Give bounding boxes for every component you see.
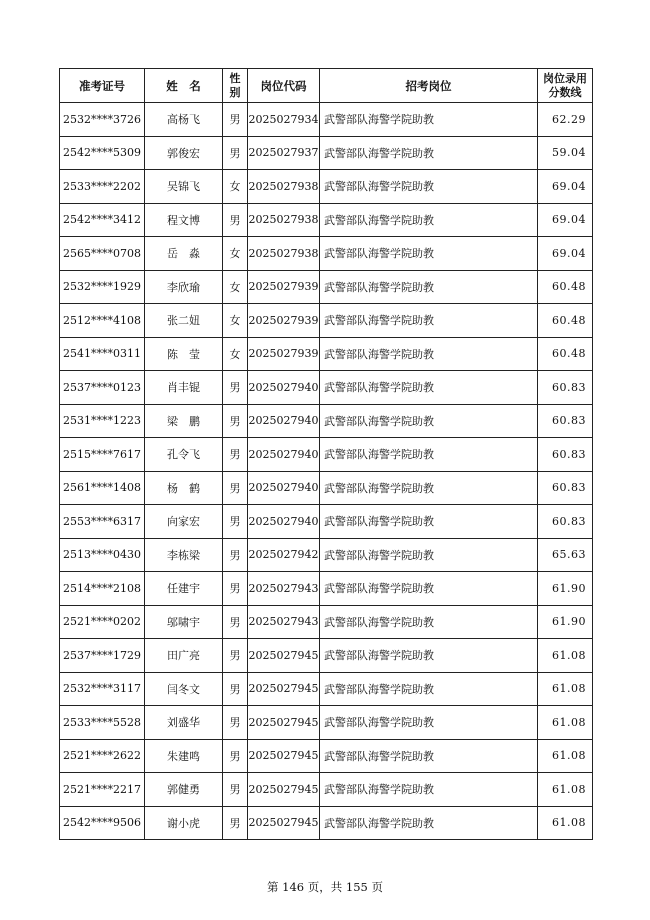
cell-gender: 男	[223, 538, 248, 572]
cell-score: 61.08	[538, 639, 593, 673]
cell-score: 60.83	[538, 404, 593, 438]
cell-exam-id: 2521****0202	[60, 605, 145, 639]
cell-exam-id: 2565****0708	[60, 237, 145, 271]
table-row	[60, 438, 593, 472]
cell-exam-id: 2515****7617	[60, 438, 145, 472]
table-body	[60, 103, 593, 840]
cell-gender: 男	[223, 739, 248, 773]
cell-name: 梁 鹏	[145, 404, 223, 438]
cell-name: 张二妞	[145, 304, 223, 338]
table-row	[60, 706, 593, 740]
cell-exam-id: 2532****3117	[60, 672, 145, 706]
cell-post-code: 2025027940	[248, 404, 320, 438]
cell-post: 武警部队海警学院助教	[320, 170, 538, 204]
cell-post: 武警部队海警学院助教	[320, 706, 538, 740]
cell-exam-id: 2512****4108	[60, 304, 145, 338]
table-row	[60, 237, 593, 271]
table-row	[60, 505, 593, 539]
cell-score: 60.83	[538, 371, 593, 405]
table-row	[60, 136, 593, 170]
cell-post: 武警部队海警学院助教	[320, 572, 538, 606]
cell-name: 向家宏	[145, 505, 223, 539]
cell-name: 吴锦飞	[145, 170, 223, 204]
cell-name: 陈 莹	[145, 337, 223, 371]
cell-gender: 女	[223, 270, 248, 304]
cell-exam-id: 2541****0311	[60, 337, 145, 371]
table-row	[60, 538, 593, 572]
cell-post: 武警部队海警学院助教	[320, 438, 538, 472]
cell-name: 高杨飞	[145, 103, 223, 137]
cell-name: 邬啸宇	[145, 605, 223, 639]
cell-post: 武警部队海警学院助教	[320, 136, 538, 170]
header-exam-id: 准考证号	[60, 69, 145, 103]
cell-score: 65.63	[538, 538, 593, 572]
cell-name: 郭俊宏	[145, 136, 223, 170]
cell-score: 60.83	[538, 438, 593, 472]
table-row	[60, 739, 593, 773]
cell-gender: 男	[223, 706, 248, 740]
cell-score: 60.48	[538, 304, 593, 338]
cell-gender: 男	[223, 773, 248, 807]
cell-gender: 女	[223, 337, 248, 371]
cell-score: 62.29	[538, 103, 593, 137]
cell-post-code: 2025027945	[248, 706, 320, 740]
cell-score: 61.08	[538, 773, 593, 807]
table-row	[60, 404, 593, 438]
cell-name: 朱建鸣	[145, 739, 223, 773]
cell-post-code: 2025027942	[248, 538, 320, 572]
cell-exam-id: 2542****5309	[60, 136, 145, 170]
cell-post-code: 2025027938	[248, 237, 320, 271]
cell-score: 61.08	[538, 706, 593, 740]
cell-name: 李栋梁	[145, 538, 223, 572]
table-row	[60, 371, 593, 405]
cell-post: 武警部队海警学院助教	[320, 538, 538, 572]
table-row	[60, 103, 593, 137]
cell-name: 李欣瑜	[145, 270, 223, 304]
cell-gender: 男	[223, 203, 248, 237]
cell-post-code: 2025027940	[248, 438, 320, 472]
cell-post: 武警部队海警学院助教	[320, 672, 538, 706]
cell-name: 任建宇	[145, 572, 223, 606]
table-row	[60, 806, 593, 840]
cell-post-code: 2025027943	[248, 572, 320, 606]
cell-gender: 男	[223, 438, 248, 472]
cell-post: 武警部队海警学院助教	[320, 739, 538, 773]
cell-exam-id: 2553****6317	[60, 505, 145, 539]
cell-post-code: 2025027939	[248, 270, 320, 304]
cell-post: 武警部队海警学院助教	[320, 337, 538, 371]
cell-name: 孔令飞	[145, 438, 223, 472]
header-score: 岗位录用 分数线	[538, 69, 593, 103]
cell-gender: 男	[223, 404, 248, 438]
cell-post-code: 2025027938	[248, 203, 320, 237]
cell-gender: 男	[223, 371, 248, 405]
cell-name: 岳 淼	[145, 237, 223, 271]
cell-post-code: 2025027945	[248, 672, 320, 706]
cell-post-code: 2025027938	[248, 170, 320, 204]
cell-post-code: 2025027939	[248, 304, 320, 338]
table-row	[60, 203, 593, 237]
cell-exam-id: 2533****5528	[60, 706, 145, 740]
table-row	[60, 639, 593, 673]
cell-post-code: 2025027940	[248, 505, 320, 539]
cell-post-code: 2025027937	[248, 136, 320, 170]
cell-post: 武警部队海警学院助教	[320, 505, 538, 539]
cell-post: 武警部队海警学院助教	[320, 605, 538, 639]
cell-post: 武警部队海警学院助教	[320, 103, 538, 137]
cell-score: 69.04	[538, 237, 593, 271]
cell-exam-id: 2531****1223	[60, 404, 145, 438]
cell-exam-id: 2537****1729	[60, 639, 145, 673]
cell-name: 杨 鹤	[145, 471, 223, 505]
table-row	[60, 337, 593, 371]
cell-exam-id: 2513****0430	[60, 538, 145, 572]
cell-score: 61.08	[538, 806, 593, 840]
cell-name: 谢小虎	[145, 806, 223, 840]
cell-exam-id: 2542****9506	[60, 806, 145, 840]
cell-name: 程文博	[145, 203, 223, 237]
cell-exam-id: 2521****2217	[60, 773, 145, 807]
cell-exam-id: 2533****2202	[60, 170, 145, 204]
cell-gender: 男	[223, 103, 248, 137]
cell-post-code: 2025027940	[248, 371, 320, 405]
table-row	[60, 605, 593, 639]
cell-gender: 男	[223, 572, 248, 606]
header-post: 招考岗位	[320, 69, 538, 103]
table-row	[60, 304, 593, 338]
cell-post-code: 2025027945	[248, 773, 320, 807]
header-post-code: 岗位代码	[248, 69, 320, 103]
cell-post: 武警部队海警学院助教	[320, 806, 538, 840]
cell-score: 59.04	[538, 136, 593, 170]
table-header-row	[60, 69, 593, 103]
cell-score: 60.48	[538, 337, 593, 371]
table-row	[60, 572, 593, 606]
cell-post-code: 2025027943	[248, 605, 320, 639]
cell-post-code: 2025027945	[248, 739, 320, 773]
cell-score: 69.04	[538, 203, 593, 237]
page-footer: 第 146 页，共 155 页	[266, 880, 384, 894]
cell-post: 武警部队海警学院助教	[320, 639, 538, 673]
cell-gender: 女	[223, 304, 248, 338]
cell-gender: 女	[223, 237, 248, 271]
cell-score: 61.08	[538, 672, 593, 706]
cell-post-code: 2025027934	[248, 103, 320, 137]
cell-score: 69.04	[538, 170, 593, 204]
cell-exam-id: 2532****1929	[60, 270, 145, 304]
cell-post: 武警部队海警学院助教	[320, 773, 538, 807]
cell-name: 田广亮	[145, 639, 223, 673]
cell-gender: 男	[223, 639, 248, 673]
cell-name: 郭健勇	[145, 773, 223, 807]
cell-gender: 男	[223, 505, 248, 539]
cell-gender: 男	[223, 806, 248, 840]
cell-score: 61.90	[538, 605, 593, 639]
cell-exam-id: 2514****2108	[60, 572, 145, 606]
cell-post: 武警部队海警学院助教	[320, 404, 538, 438]
cell-post-code: 2025027940	[248, 471, 320, 505]
header-name: 姓 名	[145, 69, 223, 103]
admission-score-table	[59, 68, 593, 840]
cell-gender: 男	[223, 672, 248, 706]
table-row	[60, 672, 593, 706]
cell-exam-id: 2532****3726	[60, 103, 145, 137]
cell-gender: 女	[223, 170, 248, 204]
cell-exam-id: 2537****0123	[60, 371, 145, 405]
cell-exam-id: 2542****3412	[60, 203, 145, 237]
cell-gender: 男	[223, 136, 248, 170]
cell-post: 武警部队海警学院助教	[320, 270, 538, 304]
cell-post-code: 2025027945	[248, 639, 320, 673]
table-row	[60, 471, 593, 505]
cell-name: 闫冬文	[145, 672, 223, 706]
cell-post: 武警部队海警学院助教	[320, 203, 538, 237]
cell-gender: 男	[223, 471, 248, 505]
table-row	[60, 170, 593, 204]
cell-exam-id: 2521****2622	[60, 739, 145, 773]
cell-name: 刘盛华	[145, 706, 223, 740]
cell-score: 61.08	[538, 739, 593, 773]
table-row	[60, 270, 593, 304]
cell-post: 武警部队海警学院助教	[320, 237, 538, 271]
cell-exam-id: 2561****1408	[60, 471, 145, 505]
cell-post-code: 2025027939	[248, 337, 320, 371]
cell-name: 肖丰锟	[145, 371, 223, 405]
cell-post-code: 2025027945	[248, 806, 320, 840]
cell-post: 武警部队海警学院助教	[320, 304, 538, 338]
cell-score: 60.83	[538, 505, 593, 539]
cell-post: 武警部队海警学院助教	[320, 471, 538, 505]
header-gender: 性 别	[223, 69, 248, 103]
table-row	[60, 773, 593, 807]
cell-score: 61.90	[538, 572, 593, 606]
cell-gender: 男	[223, 605, 248, 639]
cell-post: 武警部队海警学院助教	[320, 371, 538, 405]
cell-score: 60.48	[538, 270, 593, 304]
cell-score: 60.83	[538, 471, 593, 505]
